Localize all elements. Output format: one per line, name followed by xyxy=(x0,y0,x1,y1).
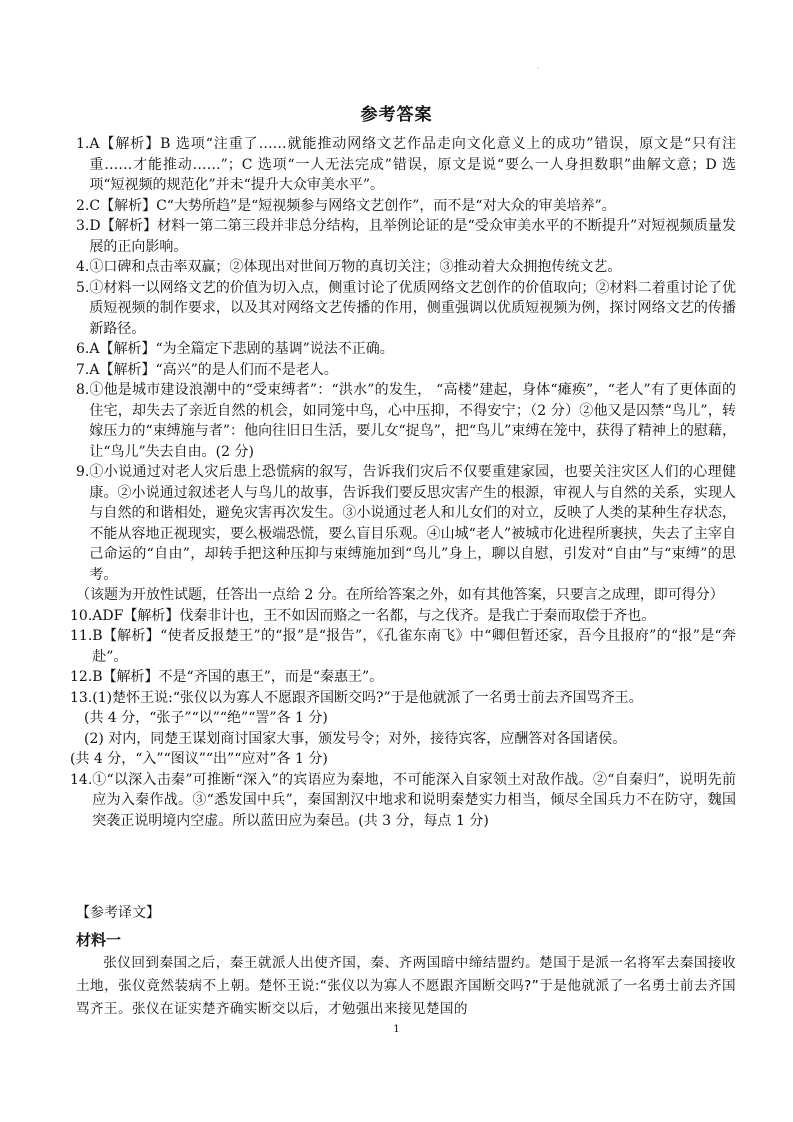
answer-item-11 xyxy=(70,626,736,667)
answer-item-8 xyxy=(76,380,736,462)
answer-text: A【解析】B 选项“注重了……就能推动网络文艺作品走向文化意义上的成功”错误，原文是“只有注重……才能推动……”；C 选项“一人无法完成”错误，原文是说“要么一人身担数职”曲解文意；D 选项“短视频的规范化”并未“提升大众审美水平”。 xyxy=(89,136,736,193)
answer-number: 7. xyxy=(76,361,90,378)
answer-text: B【解析】“使者反报楚王”的“报”是“报告”，《孔雀东南飞》中“卿但暂还家，吾今且报府”的“报”是“奔赴”。 xyxy=(92,628,736,665)
answer-text: (2) 对内，同楚王谋划商讨国家大事，颁发号令；对外，接待宾客，应酬答对各国诸侯。 xyxy=(84,730,627,747)
answer-number: 2. xyxy=(76,197,90,214)
answer-item-13-score-2 xyxy=(70,749,736,770)
page-number: 1 xyxy=(393,1024,400,1035)
answer-number: 9. xyxy=(76,464,90,480)
answer-number: 12. xyxy=(70,669,93,685)
answer-item-9 xyxy=(76,462,736,585)
scoring-note: (共 4 分，“入”“图议”“出”“应对”各 1 分) xyxy=(70,751,328,767)
answer-text: ①“以深入击秦”可推断“深入”的宾语应为秦地，不可能深入自家领土对敌作战。②“自秦归”，说明先前应为入秦作战。③“悉发国中兵”，秦国割汉中地求和说明秦楚实力相当，倾尽全国兵力不在防守，魏国突袭正说明境内空虚。所以蓝田应为秦邑。(共 3 分，每点 1 分) xyxy=(92,771,736,829)
translation-header: 【参考译文】 xyxy=(76,905,160,921)
answer-number: 8. xyxy=(76,382,90,398)
answer-text: C【解析】C“大势所趋”是“短视频参与网络文艺创作”，而不是“对大众的审美培养”。 xyxy=(89,197,616,214)
answer-text: D【解析】材料一第二第三段并非总分结构，且举例论证的是“受众审美水平的不断提升”对短视频质量发展的正向影响。 xyxy=(89,218,736,255)
answer-item-9-note xyxy=(76,585,736,606)
translation-section-title: 材料一 xyxy=(76,931,122,949)
scoring-note: （该题为开放性试题，任答出一点给 2 分。在所给答案之外，如有其他答案，只要言之成理，即可得分） xyxy=(76,587,724,603)
answer-item-13-score-1 xyxy=(76,708,736,729)
scoring-note: (共 4 分，“张子”“以”“绝”“詈”各 1 分) xyxy=(84,710,328,726)
answer-text: ①材料一以网络文艺的价值为切入点，侧重讨论了优质网络文艺创作的价值取向；②材料二着重讨论了优质短视频的制作要求，以及其对网络文艺传播的作用，侧重强调以优质短视频为例，探讨网络文艺的传播新路径。 xyxy=(89,279,736,337)
reference-translation xyxy=(76,902,736,1021)
answer-text: A【解析】“为全篇定下悲剧的基调”说法不正确。 xyxy=(89,341,394,357)
answer-number: 5. xyxy=(76,279,90,296)
answer-number: 3. xyxy=(76,218,90,234)
answer-item-7 xyxy=(76,360,736,381)
answer-number: 6. xyxy=(76,341,90,357)
answer-number: 1. xyxy=(76,136,90,152)
answer-number: 11. xyxy=(70,628,93,644)
answer-item-12 xyxy=(70,667,736,688)
answer-number: 14. xyxy=(70,771,93,788)
answer-item-4 xyxy=(76,257,736,278)
translation-paragraph: 张仪回到秦国之后，秦王就派人出使齐国，秦、齐两国暗中缔结盟约。楚国于是派一名将军去秦国接收土地，张仪竟然装病不上朝。楚怀王说:“张仪以为寡人不愿跟齐国断交吗?”于是他就派了一名勇士前去齐国骂齐王。张仪在证实楚齐确实断交以后，才勉强出来接见楚国的 xyxy=(76,955,736,1017)
top-dot: · xyxy=(537,64,540,73)
answer-item-10 xyxy=(70,606,736,627)
answer-text: ADF【解析】伐秦非计也，王不如因而赂之一名都，与之伐齐。是我亡于秦而取偿于齐也。 xyxy=(92,607,656,624)
answer-text: B【解析】不是“齐国的惠王”，而是“秦惠王”。 xyxy=(92,669,384,685)
answer-item-2 xyxy=(76,196,736,217)
answer-item-13-part-2 xyxy=(76,729,736,750)
page-title: 参考答案 xyxy=(360,105,433,125)
answer-item-3 xyxy=(76,216,736,257)
answer-text: (1)楚怀王说:“张仪以为寡人不愿跟齐国断交吗?”于是他就派了一名勇士前去齐国骂齐王。 xyxy=(92,689,643,706)
answer-number: 4. xyxy=(76,259,90,275)
answer-item-14 xyxy=(70,770,736,832)
answer-list xyxy=(70,134,736,831)
answer-number: 10. xyxy=(70,607,93,624)
answer-text: ①口碑和点击率双赢；②体现出对世间万物的真切关注；③推动着大众拥抱传统文艺。 xyxy=(89,259,622,275)
answer-item-5 xyxy=(76,278,736,340)
answer-item-6 xyxy=(76,339,736,360)
answer-number: 13. xyxy=(70,689,93,706)
answer-item-13 xyxy=(70,688,736,709)
answer-text: A【解析】“高兴”的是人们而不是老人。 xyxy=(89,361,338,378)
answer-text: ①他是城市建设浪潮中的“受束缚者”：“洪水”的发生， “高楼”建起，身体“瘫痪”，“老人”有了更体面的住宅，却失去了亲近自然的机会，如同笼中鸟，心中压抑，不得安宁；（2 分）②他又是囚禁“鸟儿”，转嫁压力的“束缚施与者”：他向往旧日生活，要儿女“捉鸟”，把“鸟儿”束缚在笼中，获得了精神上的慰藉，让“鸟儿”失去自由。(2 分) xyxy=(89,382,736,460)
answer-item-1 xyxy=(76,134,736,196)
answer-text: ①小说通过对老人灾后患上恐慌病的叙写，告诉我们灾后不仅要重建家园，也要关注灾区人们的心理健康。②小说通过叙述老人与鸟儿的故事，告诉我们要反思灾害产生的根源，审视人与自然的关系，实现人与自然的和谐相处，避免灾害再次发生。③小说通过老人和儿女们的对立，反映了人类的某种生存状态，不能从容地正视现实，要么极端恐慌，要么盲目乐观。④山城“老人”被城市化进程所裹挟，失去了主宰自己命运的“自由”，却转手把这种压抑与束缚施加到“鸟儿”身上，聊以自慰，引发对“自由”与“束缚”的思考。 xyxy=(89,464,736,583)
